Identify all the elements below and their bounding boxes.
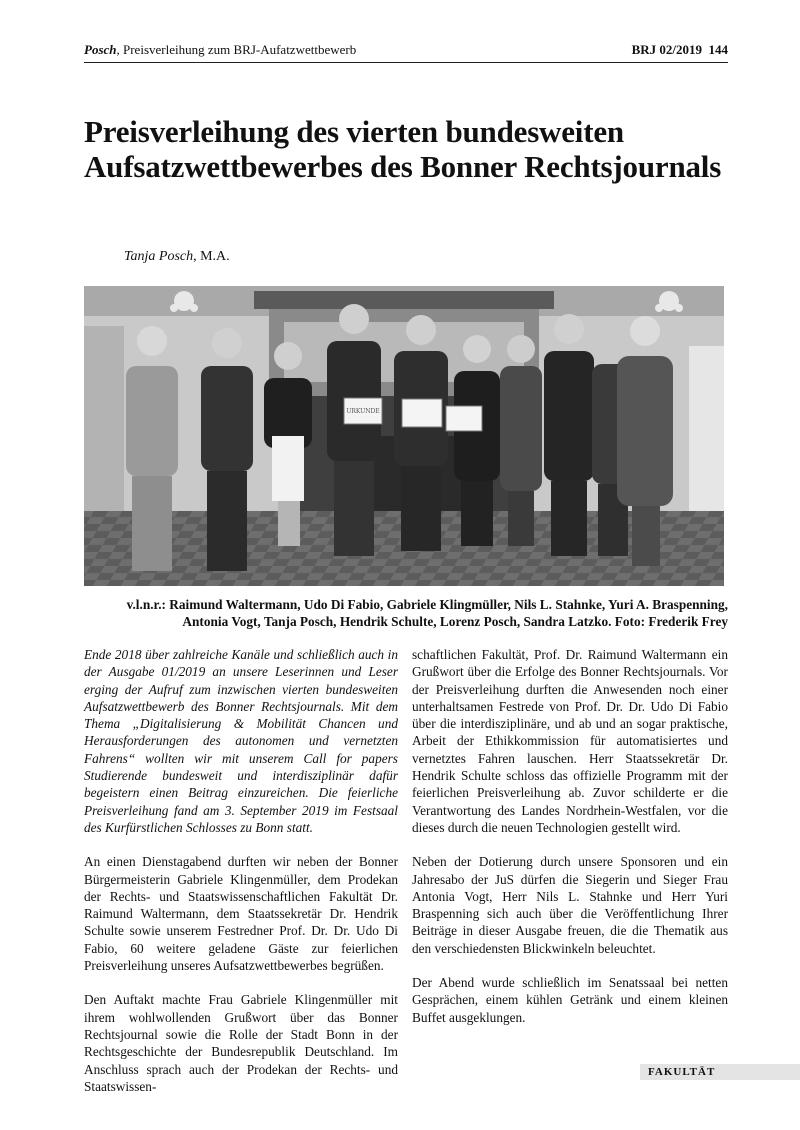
article-title: Preisverleihung des vierten bundesweiten Aufsatzwettbewerbes des Bonner Rechtsjournals	[84, 114, 722, 184]
lead-paragraph: Ende 2018 über zahlreiche Kanäle und schließlich auch in der Ausgabe 01/2019 an unsere Leserinnen und Leser erging der Aufruf zum inzwischen vierten bundesweiten Aufsatzwettbewerb des Bonner Rechtsjournals. Mit dem Thema „Digitalisierung & Mobilität Chancen und Herausforderungen des autonomen und vernetzten Fahrens“ wollten wir mit unserem Call for papers Studierende bundesweit und interdisziplinär dafür begeistern einen Beitrag einzureichen. Die feierliche Preisverleihung fand am 3. September 2019 im Festsaal des Kurfürstlichen Schlosses zu Bonn statt.	[84, 647, 398, 835]
header-rule	[84, 62, 728, 63]
group-photo	[84, 286, 724, 586]
running-header-left	[84, 42, 356, 58]
photo-caption: v.l.n.r.: Raimund Waltermann, Udo Di Fabio, Gabriele Klingmüller, Nils L. Stahnke, Yuri A. Braspenning, Antonia Vogt, Tanja Posch, Hendrik Schulte, Lorenz Posch, Sandra Latzko. Foto: Frederik Frey	[126, 597, 728, 629]
page-number: 144	[708, 42, 728, 57]
running-header-title: , Preisverleihung zum BRJ-Aufatzwettbewerb	[116, 42, 357, 57]
certificate-label: URKUNDE	[346, 408, 380, 415]
section-footer: FAKULTÄT	[640, 1064, 800, 1080]
group-photo-illustration	[84, 286, 724, 586]
article-author	[124, 249, 230, 265]
author-degree: , M.A.	[193, 249, 230, 264]
author-name: Tanja Posch	[124, 249, 194, 264]
running-header-right	[632, 42, 728, 58]
body-paragraph: Neben der Dotierung durch unsere Sponsoren und ein Jahresabo der JuS dürfen die Siegerin und Sieger Frau Antonia Vogt, Herr Nils L. Stahnke und Herr Yuri Braspenning sich auch über die Veröffentlichung Ihrer Beiträge in dieser Ausgabe freuen, die die Thematik aus den verschiedensten Blickwinkeln beleuchtet.	[412, 854, 728, 956]
body-paragraph: schaftlichen Fakultät, Prof. Dr. Raimund Waltermann ein Grußwort über die Erfolge des Bonner Rechtsjournals. Vor der Preisverleihung durften die Anwesenden noch einer unterhaltsamen Festrede von Prof. Dr. Dr. Udo Di Fabio über die interdisziplinäre, und ab und an sogar praktische, Arbeit der Ethikkommission für automatisiertes und vernetztes Fahren lauschen. Herr Staatssekretär Dr. Hendrik Schulte schloss das offizielle Programm mit der feierlichen Preisverleihung ab. Zuvor schilderte er die Verantwortung des Landes Nordrhein-Westfalen, vor die dieses durch die neuen Technologien gestellt wird.	[412, 647, 728, 835]
body-paragraph: Der Abend wurde schließlich im Senatssaal bei netten Gesprächen, einem kühlen Getränk und einem kleinen Buffet ausgeklungen.	[412, 975, 728, 1025]
issue-label: BRJ 02/2019	[631, 42, 702, 57]
running-header-author: Posch	[84, 42, 117, 57]
column-left	[84, 646, 398, 1112]
body-paragraph: Den Auftakt machte Frau Gabriele Klingenmüller mit ihrem wohlwollenden Grußwort über das Bonner Rechtsjournal sowie die Rolle der Stadt Bonn in der Rechtsgeschichte der Bundesrepublik Deutschland. Im Anschluss sprach auch der Prodekan der Rechts- und Staatswissen-	[84, 992, 398, 1094]
column-right	[412, 646, 728, 1043]
running-header	[84, 42, 728, 62]
body-paragraph: An einen Dienstagabend durften wir neben der Bonner Bürgermeisterin Gabriele Klingenmüller, dem Prodekan der Rechts- und Staatswissenschaftlichen Fakultät Dr. Raimund Waltermann, dem Staatssekretär Dr. Hendrik Schulte sowie unserem Festredner Prof. Dr. Dr. Udo Di Fabio, 60 weitere geladene Gäste zur feierlichen Preisverleihung unseres Aufsatzwettbewerbes begrüßen.	[84, 854, 398, 974]
